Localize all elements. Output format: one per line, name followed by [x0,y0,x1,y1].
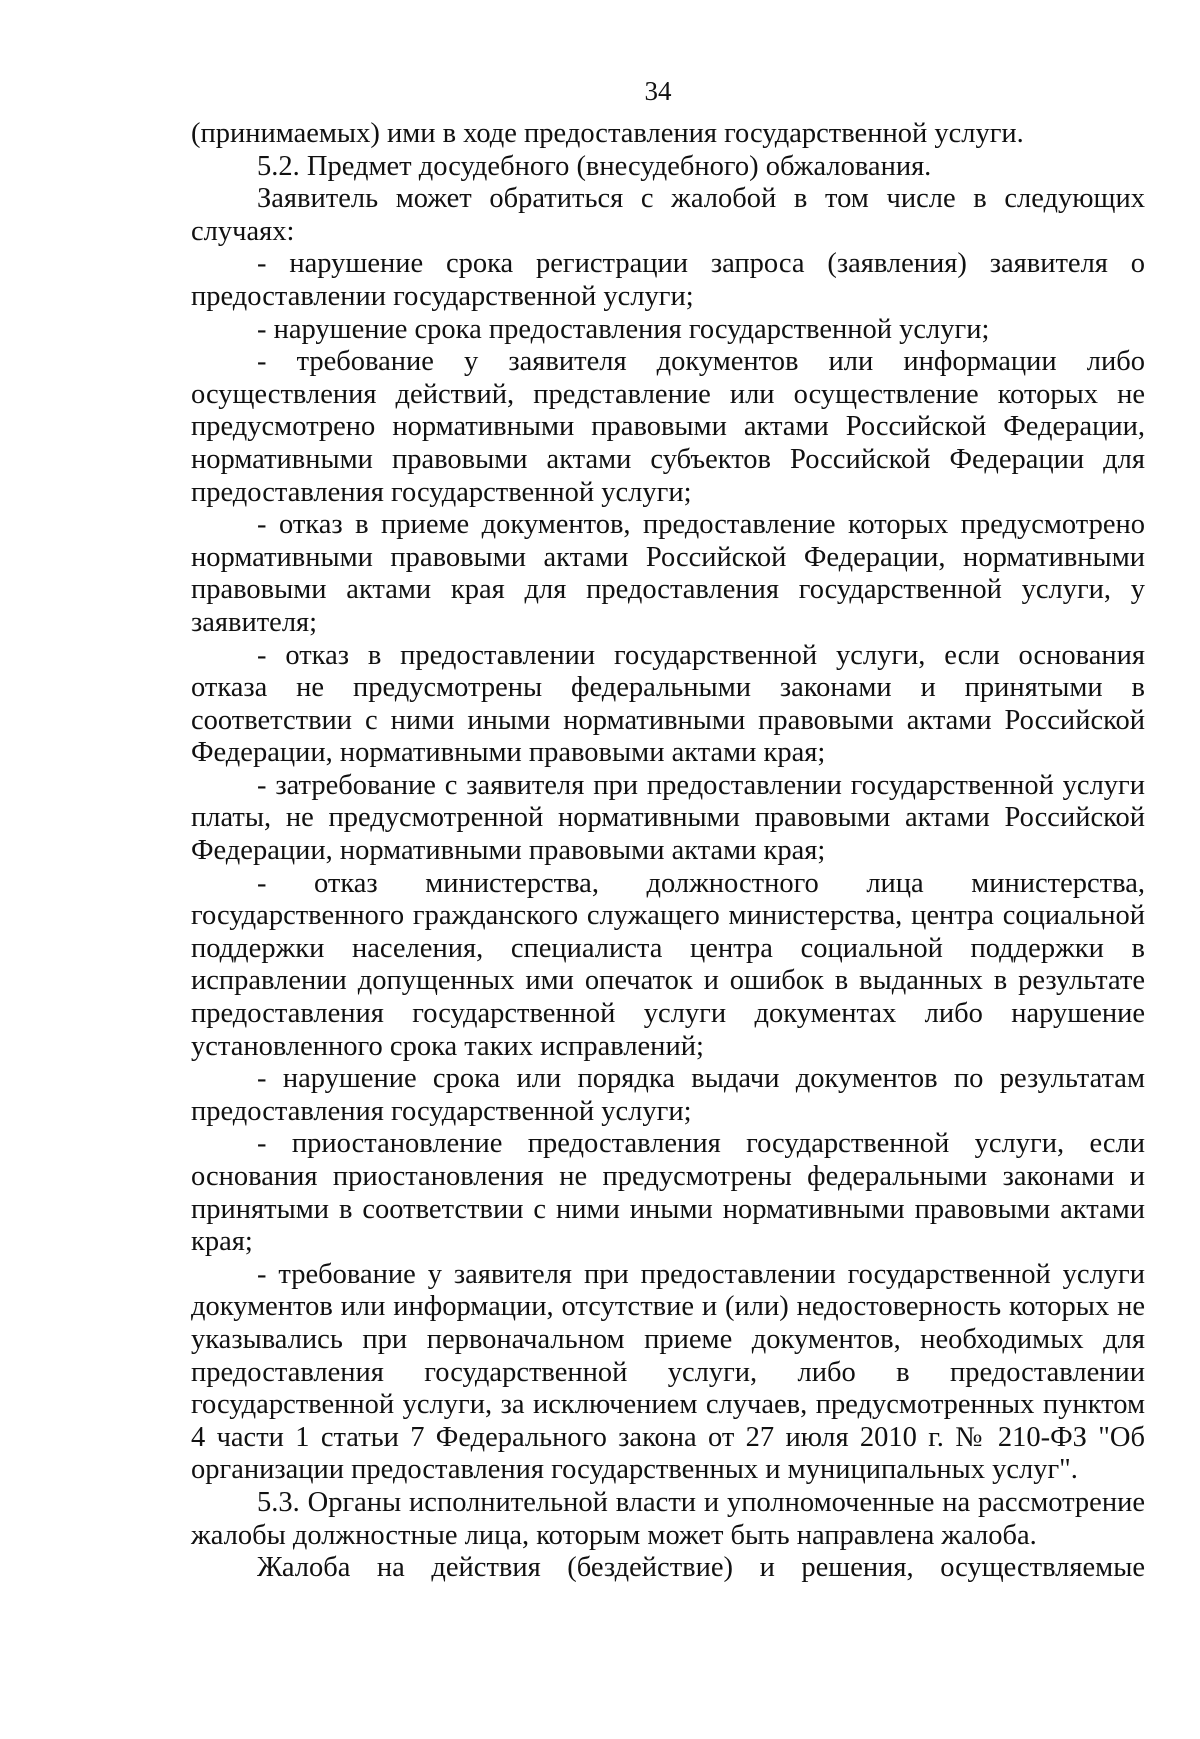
paragraph-section-5-2-heading: 5.2. Предмет досудебного (внесудебного) обжалования. [257,150,932,182]
document-body [191,118,1145,1585]
list-item: - нарушение срока регистрации запроса (заявления) заявителя о предоставлении государственной услуги; [191,248,1145,312]
list-item: - требование у заявителя документов или информации либо осуществления действий, представление или осуществление которых не предусмотрено нормативными правовыми актами Российской Федерации, нормативными правовыми актами субъектов Российской Федерации для предоставления государственной услуги; [191,346,1145,508]
list-item: - нарушение срока или порядка выдачи документов по результатам предоставления государственной услуги; [191,1063,1145,1127]
list-item: - приостановление предоставления государственной услуги, если основания приостановления не предусмотрены федеральными законами и принятыми в соответствии с ними иными нормативными правовыми актами края; [191,1128,1145,1258]
list-item: - отказ в предоставлении государственной услуги, если основания отказа не предусмотрены федеральными законами и принятыми в соответствии с ними иными нормативными правовыми актами Российской Федерации, нормативными правовыми актами края; [191,639,1145,769]
page-number: 34 [644,76,672,106]
paragraph-last: Жалоба на действия (бездействие) и решения, осуществляемые [257,1552,1145,1584]
paragraph-continuation: (принимаемых) ими в ходе предоставления государственной услуги. [191,118,1024,149]
list-item: - требование у заявителя при предоставлении государственной услуги документов или информации, отсутствие и (или) недостоверность которых не указывались при первоначальном приеме документов, необходимых для предоставления государственной услуги, либо в предоставлении государственной услуги, за исключением случаев, предусмотренных пунктом 4 части 1 статьи 7 Федерального закона от 27 июля 2010 г. № 210-ФЗ "Об организации предоставления государственных и муниципальных услуг". [191,1258,1145,1486]
paragraph-intro: Заявитель может обратиться с жалобой в том числе в следующих случаях: [191,183,1145,247]
paragraph-section-5-3-heading: 5.3. Органы исполнительной власти и уполномоченные на рассмотрение жалобы должностные лица, которым может быть направлена жалоба. [191,1486,1145,1551]
list-item: - затребование с заявителя при предоставлении государственной услуги платы, не предусмотренной нормативными правовыми актами Российской Федерации, нормативными правовыми актами края; [191,769,1145,867]
list-item: - отказ в приеме документов, предоставление которых предусмотрено нормативными правовыми актами Российской Федерации, нормативными правовыми актами края для предоставления государственной услуги, у заявителя; [191,509,1145,638]
list-item: - нарушение срока предоставления государственной услуги; [257,313,990,345]
list-item: - отказ министерства, должностного лица министерства, государственного гражданского служащего министерства, центра социальной поддержки населения, специалиста центра социальной поддержки в исправлении допущенных ими опечаток и ошибок в выданных в результате предоставления государственной услуги документах либо нарушение установленного срока таких исправлений; [191,867,1145,1062]
